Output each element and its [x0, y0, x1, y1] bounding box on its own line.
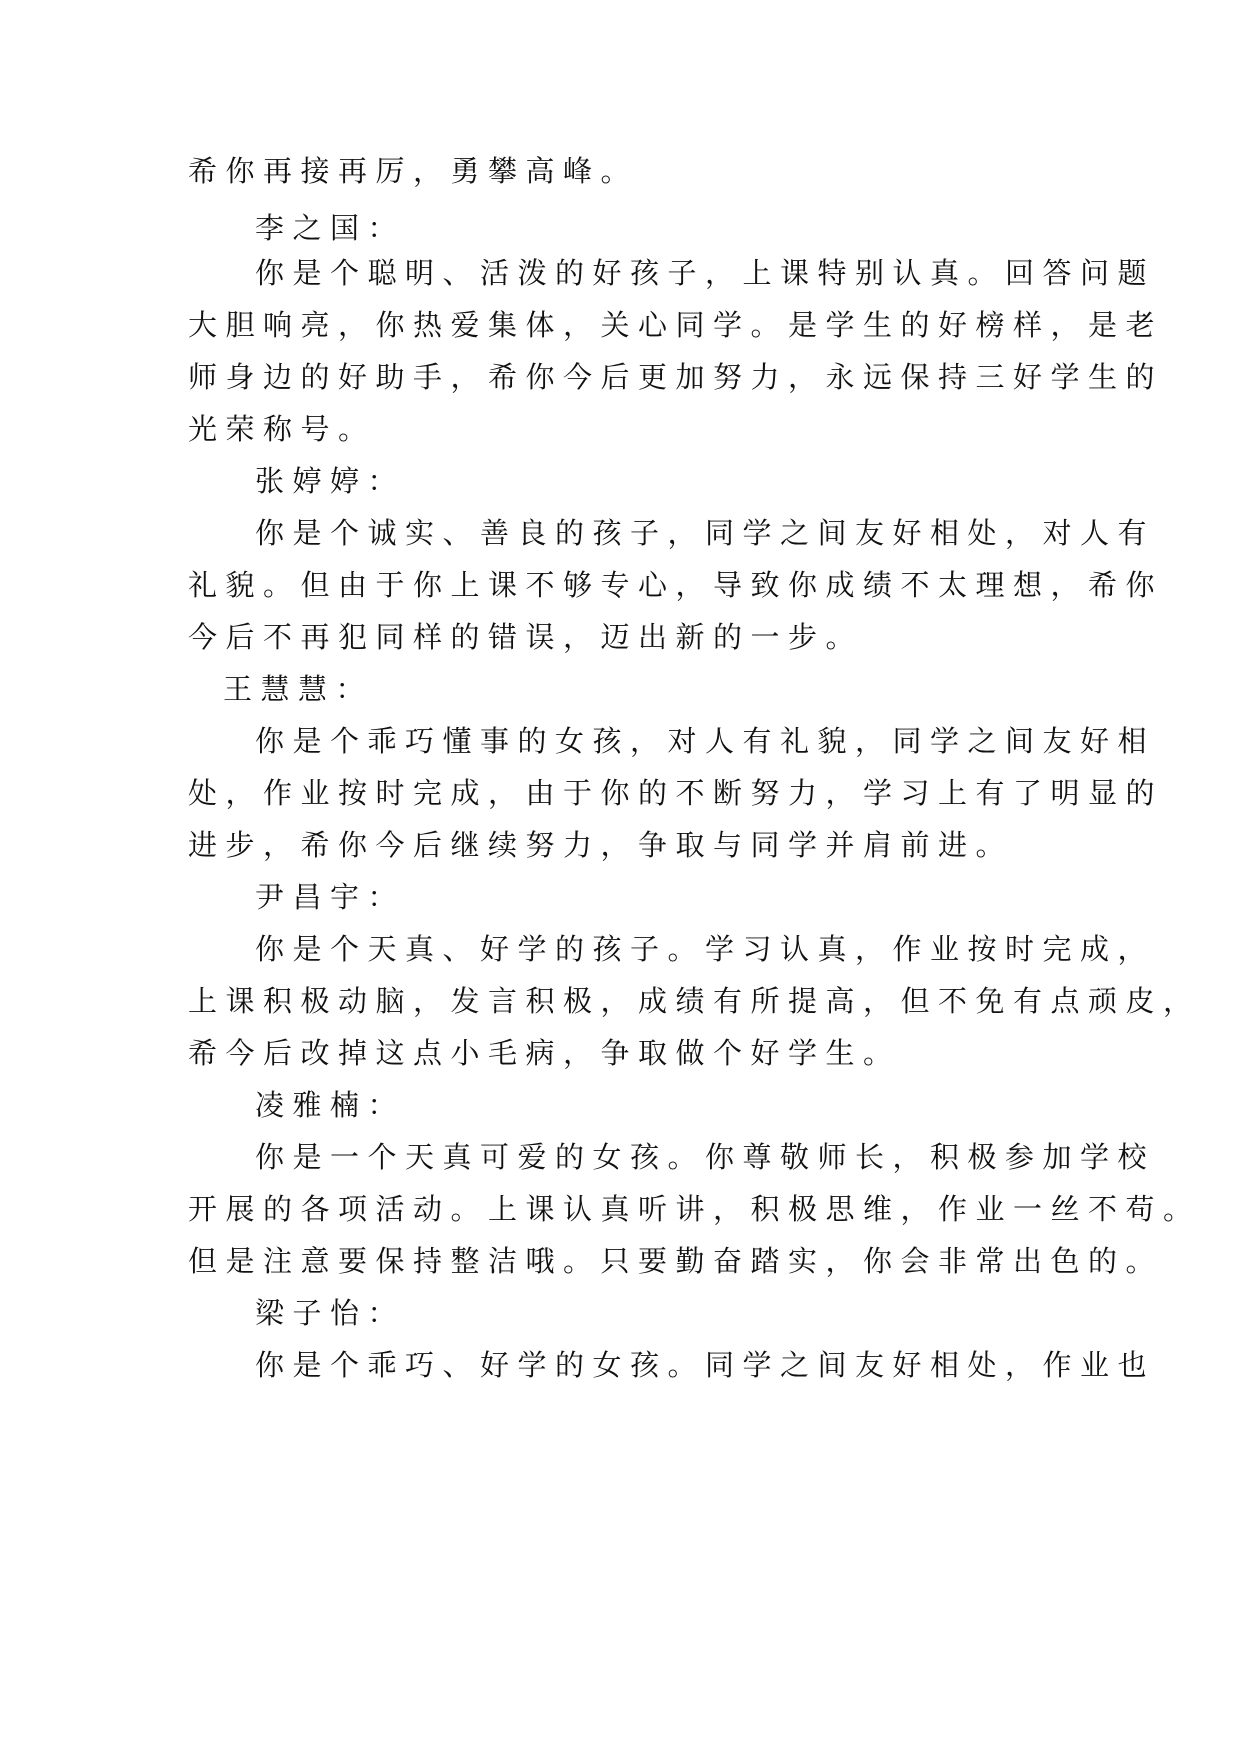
text-line: 今后不再犯同样的错误，迈出新的一步。	[188, 620, 864, 654]
text-line: 你是一个天真可爱的女孩。你尊敬师长，积极参加学校	[255, 1140, 1156, 1174]
student-name-heading: 尹昌宇：	[255, 880, 406, 914]
student-name-heading: 梁子怡：	[255, 1296, 406, 1330]
text-line: 处，作业按时完成，由于你的不断努力，学习上有了明显的	[188, 776, 1164, 810]
text-line: 你是个天真、好学的孩子。学习认真，作业按时完成，	[255, 932, 1156, 966]
text-line: 你是个聪明、活泼的好孩子，上课特别认真。回答问题	[255, 256, 1156, 290]
text-line: 进步，希你今后继续努力，争取与同学并肩前进。	[188, 828, 1014, 862]
student-name-heading: 王慧慧：	[223, 672, 374, 706]
text-line: 但是注意要保持整洁哦。只要勤奋踏实，你会非常出色的。	[188, 1244, 1164, 1278]
text-line: 你是个诚实、善良的孩子，同学之间友好相处，对人有	[255, 516, 1156, 550]
text-line: 师身边的好助手，希你今后更加努力，永远保持三好学生的	[188, 360, 1164, 394]
student-name-heading: 张婷婷：	[255, 464, 406, 498]
text-line: 希今后改掉这点小毛病，争取做个好学生。	[188, 1036, 901, 1070]
text-line: 开展的各项活动。上课认真听讲，积极思维，作业一丝不苟。	[188, 1192, 1201, 1226]
text-line: 上课积极动脑，发言积极，成绩有所提高，但不免有点顽皮，	[188, 984, 1201, 1018]
text-line: 大胆响亮，你热爱集体，关心同学。是学生的好榜样，是老	[188, 308, 1164, 342]
text-line: 光荣称号。	[188, 412, 376, 446]
text-line: 希你再接再厉，勇攀高峰。	[188, 154, 639, 188]
text-line: 你是个乖巧懂事的女孩，对人有礼貌，同学之间友好相	[255, 724, 1156, 758]
text-line: 礼貌。但由于你上课不够专心，导致你成绩不太理想，希你	[188, 568, 1164, 602]
student-name-heading: 李之国：	[255, 211, 406, 245]
student-name-heading: 凌雅楠：	[255, 1088, 406, 1122]
text-line: 你是个乖巧、好学的女孩。同学之间友好相处，作业也	[255, 1348, 1156, 1382]
